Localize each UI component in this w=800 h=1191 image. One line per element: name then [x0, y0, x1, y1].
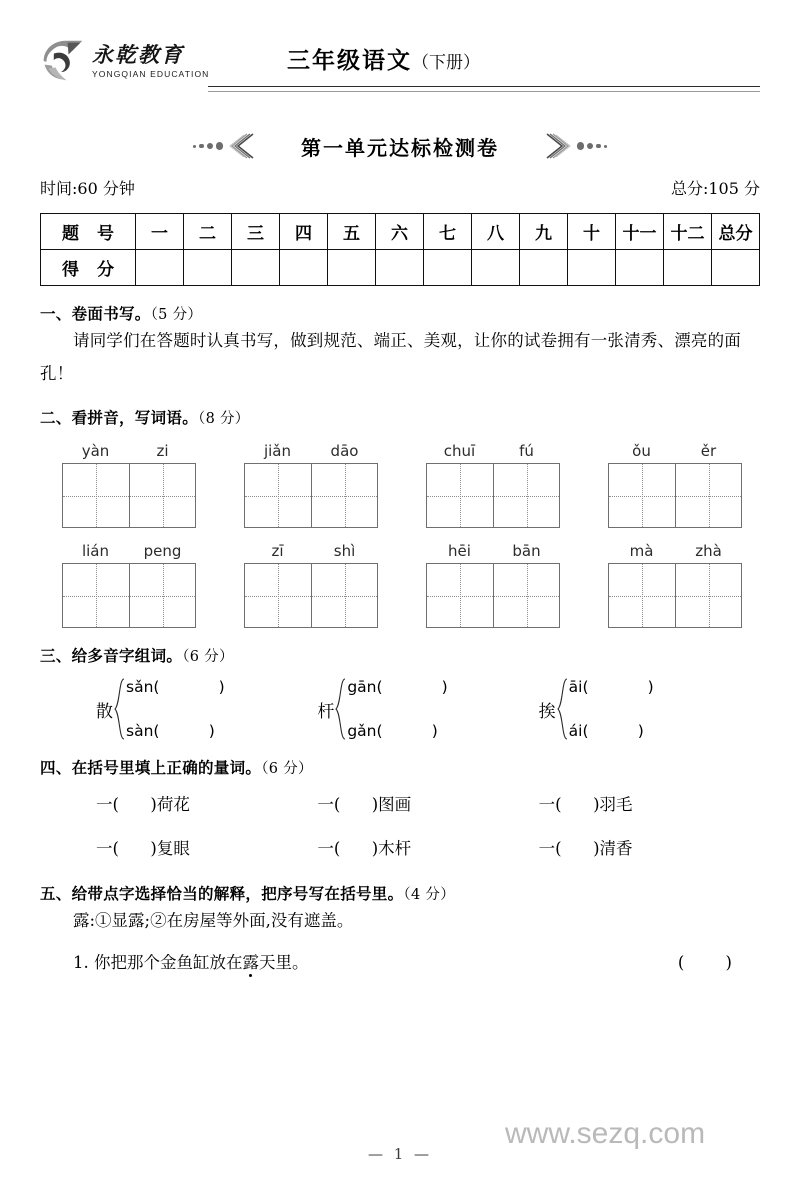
measure-word-row-1: [40, 788, 760, 822]
pinyin-grid-group: [608, 542, 742, 628]
unit-banner: [40, 128, 760, 164]
section-4-points: （6 分）: [261, 761, 313, 777]
section-1-body: 请同学们在答题时认真书写，做到规范、端正、美观，让你的试卷拥有一张清秀、漂亮的面孔！: [40, 331, 741, 383]
section-5-title: 给带点字选择恰当的解释，把序号写在括号里。: [71, 885, 404, 903]
tianzige-cell[interactable]: [245, 464, 311, 527]
col-header-8: 八: [472, 214, 520, 250]
exam-page: [0, 36, 800, 1191]
pinyin-syllable-1: zī: [271, 542, 284, 560]
score-table: [40, 213, 760, 286]
polyphone-reading-bottom[interactable]: ái( ): [568, 722, 644, 740]
section-heading-5: [40, 882, 760, 904]
tianzige-cell[interactable]: [675, 564, 741, 627]
score-cell-5[interactable]: [328, 250, 376, 286]
section-5-question-1: [40, 946, 760, 980]
polyphone-item: [96, 678, 317, 740]
watermark: www.sezq.com: [505, 1117, 706, 1150]
pinyin-label: [62, 442, 196, 460]
score-cell-8[interactable]: [472, 250, 520, 286]
measure-word-item[interactable]: 一( )荷花: [96, 795, 190, 814]
col-header-7: 七: [424, 214, 472, 250]
polyphone-reading-top[interactable]: sǎn( ): [126, 678, 225, 696]
pinyin-grid-row-1: [40, 442, 760, 528]
curly-brace-icon: [335, 678, 346, 740]
curly-brace-icon: [557, 678, 568, 740]
pinyin-grid-group: [62, 542, 196, 628]
section-heading-2: [40, 406, 760, 428]
pinyin-syllable-2: zhà: [695, 542, 722, 560]
tianzige-cell[interactable]: [609, 564, 675, 627]
measure-word-item[interactable]: 一( )木杆: [317, 839, 412, 858]
tianzige-cell[interactable]: [493, 564, 559, 627]
section-5-points: （4 分）: [403, 887, 456, 903]
banner-dots-left: [191, 142, 225, 150]
measure-word-row-2: [40, 832, 760, 866]
tianzige-cell[interactable]: [311, 564, 377, 627]
polyphone-readings: [125, 678, 225, 740]
score-cell-3[interactable]: [232, 250, 280, 286]
score-cell-total[interactable]: [712, 250, 760, 286]
section-3-number: 三、: [40, 647, 72, 665]
pinyin-syllable-1: chuī: [443, 442, 476, 460]
pinyin-syllable-2: dāo: [330, 442, 359, 460]
section-1-number: 一、: [40, 305, 72, 323]
score-cell-11[interactable]: [616, 250, 664, 286]
chevron-right-icon: [543, 133, 571, 159]
pinyin-syllable-2: zi: [156, 442, 169, 460]
measure-word-item[interactable]: 一( )复眼: [96, 839, 190, 858]
pinyin-syllable-2: peng: [143, 542, 182, 560]
tianzige-cell[interactable]: [675, 464, 741, 527]
header-divider: [208, 86, 760, 92]
tianzige-box[interactable]: [608, 463, 742, 528]
pinyin-label: [244, 442, 378, 460]
volume-label: （下册）: [412, 53, 480, 73]
pinyin-label: [62, 542, 196, 560]
pinyin-grid-group: [244, 542, 378, 628]
tianzige-cell[interactable]: [129, 464, 195, 527]
section-4-title: 在括号里填上正确的量词。: [71, 759, 262, 777]
section-5-definition: 露:①显露;②在房屋等外面,没有遮盖。: [73, 911, 354, 930]
polyphone-row: [40, 678, 760, 740]
pinyin-syllable-2: shì: [333, 542, 356, 560]
pinyin-syllable-1: jiǎn: [263, 442, 292, 460]
chevron-left-icon: [229, 133, 257, 159]
section-3-points: （6 分）: [182, 649, 234, 665]
tianzige-box[interactable]: [426, 563, 560, 628]
tianzige-cell[interactable]: [609, 464, 675, 527]
polyphone-character: 挨: [538, 701, 556, 722]
brand-logo: [40, 38, 209, 84]
pinyin-grid-group: [426, 442, 560, 528]
pinyin-syllable-1: hēi: [448, 542, 471, 560]
section-2-title: 看拼音，写词语。: [71, 409, 199, 427]
pinyin-grid-group: [244, 442, 378, 528]
tianzige-cell[interactable]: [493, 464, 559, 527]
tianzige-box[interactable]: [608, 563, 742, 628]
brand-name-en: YONGQIAN EDUCATION: [92, 68, 210, 79]
pinyin-syllable-1: ǒu: [632, 442, 651, 460]
measure-word-item[interactable]: 一( )清香: [538, 839, 633, 858]
pinyin-grid-group: [62, 442, 196, 528]
score-cell-9[interactable]: [520, 250, 568, 286]
col-header-10: 十: [568, 214, 616, 250]
pinyin-grid-row-2: [40, 542, 760, 628]
score-cell-6[interactable]: [376, 250, 424, 286]
pinyin-syllable-1: mà: [629, 542, 654, 560]
col-header-total: 总分: [712, 214, 760, 250]
exam-total-score: 总分:105 分: [670, 179, 760, 198]
polyphone-reading-top[interactable]: gān( ): [347, 678, 448, 696]
page-header: [40, 36, 760, 106]
polyphone-readings: [568, 678, 654, 740]
table-row-question-numbers: [41, 214, 760, 250]
tianzige-box[interactable]: [244, 463, 378, 528]
page-number: — 1 —: [367, 1145, 433, 1163]
tianzige-box[interactable]: [62, 463, 196, 528]
polyphone-reading-bottom[interactable]: gǎn( ): [347, 722, 438, 740]
section-2-points: （8 分）: [198, 411, 250, 427]
tianzige-cell[interactable]: [427, 464, 493, 527]
col-header-2: 二: [184, 214, 232, 250]
polyphone-character: 杆: [317, 701, 335, 722]
pinyin-label: [608, 542, 742, 560]
polyphone-readings: [346, 678, 447, 740]
pinyin-label: [608, 442, 742, 460]
polyphone-reading-top[interactable]: āi( ): [568, 678, 654, 696]
section-heading-1: [40, 302, 760, 324]
col-header-11: 十一: [616, 214, 664, 250]
col-header-1: 一: [136, 214, 184, 250]
banner-title: 第一单元达标检测卷: [301, 135, 499, 160]
polyphone-item: [539, 678, 760, 740]
section-5-number: 五、: [40, 885, 72, 903]
tianzige-cell[interactable]: [63, 464, 129, 527]
pinyin-label: [426, 442, 560, 460]
section-3-title: 给多音字组词。: [71, 647, 183, 665]
banner-decoration-right: [539, 133, 609, 159]
banner-dots-right: [575, 142, 609, 150]
pinyin-syllable-1: yàn: [81, 442, 110, 460]
score-cell-2[interactable]: [184, 250, 232, 286]
pinyin-syllable-2: bān: [512, 542, 541, 560]
score-cell-10[interactable]: [568, 250, 616, 286]
subject-grade: 三年级语文: [287, 47, 412, 74]
section-1-points: （5 分）: [150, 307, 203, 323]
page-title: [287, 42, 480, 75]
tianzige-cell[interactable]: [129, 564, 195, 627]
tianzige-cell[interactable]: [311, 464, 377, 527]
score-cell-12[interactable]: [664, 250, 712, 286]
yongqian-swirl-icon: [40, 38, 86, 84]
section-heading-4: [40, 756, 760, 778]
banner-decoration-left: [191, 133, 261, 159]
col-header-12: 十二: [664, 214, 712, 250]
polyphone-reading-bottom[interactable]: sàn( ): [126, 722, 215, 740]
tianzige-cell[interactable]: [427, 564, 493, 627]
section-heading-3: [40, 644, 760, 666]
tianzige-cell[interactable]: [63, 564, 129, 627]
brand-name-cn: 永乾教育: [92, 42, 184, 68]
pinyin-label: [244, 542, 378, 560]
polyphone-character: 散: [96, 701, 113, 722]
col-header-9: 九: [520, 214, 568, 250]
polyphone-item: [317, 678, 538, 740]
tianzige-cell[interactable]: [245, 564, 311, 627]
section-2-number: 二、: [40, 409, 72, 427]
exam-meta: [40, 176, 760, 199]
exam-duration: 时间:60 分钟: [40, 179, 135, 198]
pinyin-syllable-2: fú: [519, 442, 534, 460]
section-1-title: 卷面书写。: [71, 305, 151, 323]
col-header-3: 三: [232, 214, 280, 250]
measure-word-item[interactable]: 一( )图画: [317, 795, 412, 814]
col-header-4: 四: [280, 214, 328, 250]
question-text: [73, 946, 309, 980]
question-suffix: 天里。: [259, 953, 309, 972]
tianzige-box[interactable]: [426, 463, 560, 528]
row-label-question-no: 题 号: [41, 214, 136, 250]
section-4-number: 四、: [40, 759, 72, 777]
row-label-score: 得 分: [41, 250, 136, 286]
curly-brace-icon: [114, 678, 125, 740]
pinyin-syllable-2: ěr: [700, 442, 717, 460]
question-prefix: 1. 你把那个金鱼缸放在: [73, 953, 243, 972]
col-header-6: 六: [376, 214, 424, 250]
score-cell-4[interactable]: [280, 250, 328, 286]
table-row-scores: [41, 250, 760, 286]
emphasized-character: 露: [242, 953, 259, 972]
tianzige-box[interactable]: [62, 563, 196, 628]
measure-word-item[interactable]: 一( )羽毛: [538, 795, 633, 814]
pinyin-syllable-1: lián: [81, 542, 110, 560]
tianzige-box[interactable]: [244, 563, 378, 628]
col-header-5: 五: [328, 214, 376, 250]
pinyin-grid-group: [608, 442, 742, 528]
pinyin-label: [426, 542, 560, 560]
score-cell-1[interactable]: [136, 250, 184, 286]
answer-parentheses[interactable]: ( ): [677, 953, 750, 972]
pinyin-grid-group: [426, 542, 560, 628]
score-cell-7[interactable]: [424, 250, 472, 286]
